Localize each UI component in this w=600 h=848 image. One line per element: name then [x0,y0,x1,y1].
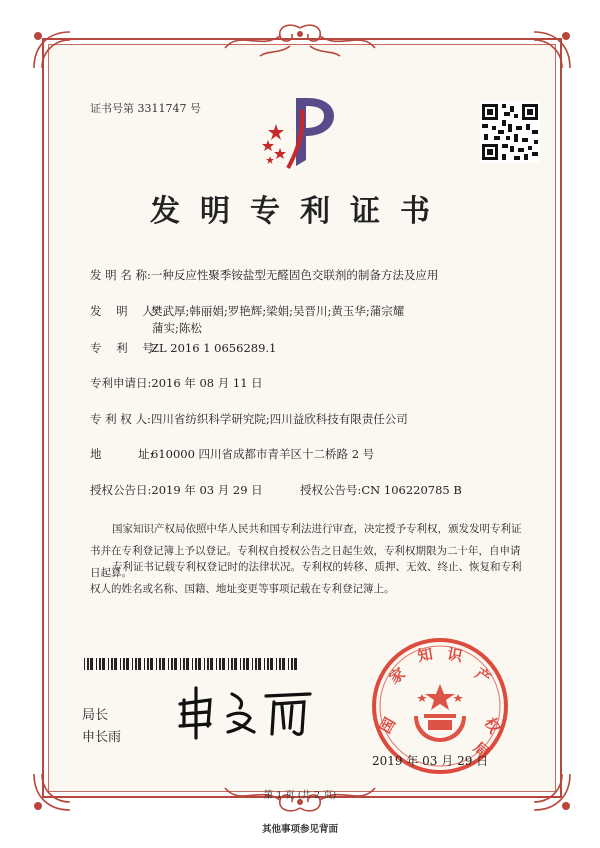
inventors-label: 发 明 人: [90,304,158,318]
seal-char-2: 家 [385,664,409,688]
filing-date-row [90,375,263,391]
qr-code [480,102,540,162]
address-label: 地 址: [90,447,154,461]
grant-date-value: 2019 年 03 月 29 日 [151,483,263,497]
inventors-value: 樊武厚;韩丽娟;罗艳辉;梁娟;吴晋川;黄玉华;蒲宗耀 [151,304,405,318]
invention-name-row [90,267,438,283]
filing-date-label: 专利申请日: [90,376,152,390]
grant-number-label: 授权公告号: [300,483,362,497]
patentee-value: 四川省纺织科学研究院;四川益欣科技有限责任公司 [150,412,408,426]
invention-name-value: 一种反应性聚季铵盐型无醛固色交联剂的制备方法及应用 [150,268,439,282]
inventors-value-line2: 蒲实;陈松 [152,321,202,335]
seal-char-3: 知 [416,644,435,666]
filing-date-value: 2016 年 08 月 11 日 [151,376,263,390]
certificate-title: 发明专利证书 [150,194,450,229]
seal-char-6: 权 [480,714,504,737]
signature-name: 申长雨 [82,730,122,745]
certificate-number [90,100,201,116]
certificate-number-label: 证书号第 [90,102,134,115]
grant-number-row [300,482,462,498]
statement-paragraph-1: 国家知识产权局依照中华人民共和国专利法进行审查，决定授予专利权，颁发发明专利证书并在专利登记簿上予以登记。专利权自授权公告之日起生效，专利权期限为二十年，自申请日起算。 [90,523,522,579]
back-note: 其他事项参见背面 [261,824,338,835]
certificate-number-suffix: 号 [190,102,201,115]
barcode [84,658,302,670]
patentee-row [90,411,408,427]
certificate-number-value: 3311747 [137,102,187,115]
seal-char-5: 产 [471,664,495,688]
handwritten-signature [170,682,320,742]
patentee-label: 专 利 权 人: [90,412,151,426]
grant-date-row [90,482,263,498]
grant-date-label: 授权公告日: [90,483,152,497]
page-indicator: 第 1 页 (共 2 页) [263,790,337,801]
seal-char-4: 识 [445,644,464,666]
top-ornament [220,20,380,60]
seal-char-1: 国 [376,714,400,737]
corner-ornament-top-left [28,26,76,74]
seal-date: 2019 年 03 月 29 日 [372,754,489,768]
invention-name-label: 发 明 名 称: [90,268,151,282]
signature-title: 局长 [82,708,109,723]
grant-number-value: CN 106220785 B [361,483,462,497]
inventors-row [90,303,404,319]
statement-paragraph-2: 专利证书记载专利权登记时的法律状况。专利权的转移、质押、无效、终止、恢复和专利权人的姓名或名称、国籍、地址变更等事项记载在专利登记簿上。 [90,561,522,595]
address-value: 610000 四川省成都市青羊区十二桥路 2 号 [151,447,375,461]
patent-number-value: ZL 2016 1 0656289.1 [151,341,277,355]
patent-number-label: 专 利 号: [90,341,158,355]
corner-ornament-top-right [528,26,576,74]
patent-office-logo-icon [258,90,348,170]
address-row [90,446,374,462]
seal-char-7: 局 [469,738,493,762]
patent-number-row [90,340,276,356]
